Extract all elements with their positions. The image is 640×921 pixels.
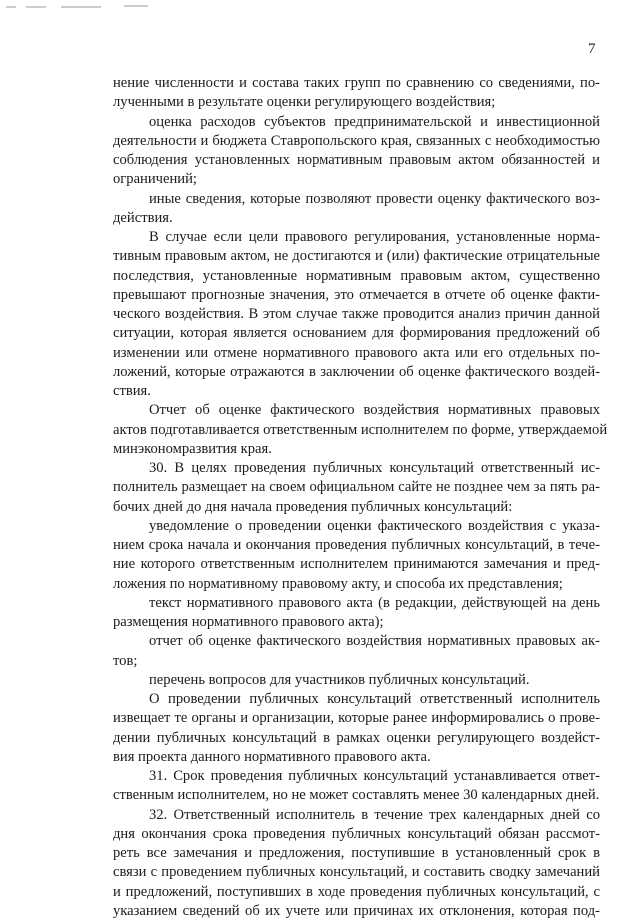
text-line: ческого воздействия. В этом случае также проводится анализ причин данной	[113, 306, 600, 322]
text-line: реть все замечания и предложения, поступившие в установленный срок в	[113, 845, 600, 861]
scan-artifact-marks	[6, 4, 156, 10]
text-line: текст нормативного правового акта (в редакции, действующей на день	[149, 594, 600, 611]
text-line: отчет об оценке фактического воздействия нормативных правовых ак-	[149, 633, 600, 650]
text-line: нение численности и состава таких групп по сравнению со сведениями, по-	[113, 75, 600, 91]
text-line: извещает те органы и организации, которые ранее информировались о прове-	[113, 710, 600, 727]
text-line: тов;	[113, 652, 138, 669]
text-line: изменении или отмене нормативного правового акта или его отдельных по-	[113, 344, 600, 361]
text-line: актов подготавливается ответственным исполнителем по форме, утверждаемой	[113, 421, 608, 438]
text-line: ложения по нормативному правовому акту, и способа их представления;	[113, 575, 563, 592]
text-line: Отчет об оценке фактического воздействия нормативных правовых	[149, 402, 600, 419]
text-line: размещения нормативного правового акта);	[113, 614, 384, 630]
text-line: лученными в результате оценки регулирующего воздействия;	[113, 94, 496, 111]
text-line: указанием сведений об их учете или причинах их отклонения, которая под-	[113, 902, 600, 919]
text-line: оценка расходов субъектов предпринимательской и инвестиционной	[149, 113, 600, 130]
text-line: вия проекта данного нормативного правового акта.	[113, 748, 431, 765]
text-line: дении публичных консультаций в рамках оценки регулирующего воздейст-	[113, 729, 600, 746]
text-line: деятельности и бюджета Ставропольского края, связанных с необходимостью	[113, 132, 600, 149]
text-line: О проведении публичных консультаций ответственный исполнитель	[149, 691, 600, 707]
text-line: и предложений, поступивших в ходе проведения публичных консультаций, с	[113, 883, 600, 900]
text-line: ситуации, которая является основанием для формирования предложений об	[113, 325, 600, 342]
text-line: ограничений;	[113, 171, 197, 188]
text-line: 32. Ответственный исполнитель в течение трех календарных дней со	[149, 806, 600, 823]
text-line: бочих дней до дня начала проведения публичных консультаций:	[113, 498, 513, 515]
text-line: минэкономразвития края.	[113, 440, 272, 457]
text-line: ложений, которые отражаются в заключении об оценке фактического воздей-	[113, 363, 600, 380]
text-line: дня окончания срока проведения публичных консультаций обязан рассмот-	[113, 825, 600, 842]
text-line: 30. В целях проведения публичных консультаций ответственный ис-	[149, 460, 600, 476]
text-line: полнитель размещает на своем официальном сайте не позднее чем за пять ра-	[113, 479, 600, 496]
text-line: действия.	[113, 209, 173, 226]
text-line: связи с проведением публичных консультаций, и составить сводку замечаний	[113, 864, 600, 881]
text-line: ние которого ответственным исполнителем принимаются замечания и пред-	[113, 556, 600, 573]
text-line: превышают прогнозные значения, это отмечается в отчете об оценке факти-	[113, 286, 600, 303]
text-line: 31. Срок проведения публичных консультаций устанавливается ответ-	[149, 768, 600, 784]
text-line: перечень вопросов для участников публичных консультаций.	[149, 671, 530, 688]
text-line: ственным исполнителем, но не может составлять менее 30 календарных дней.	[113, 787, 600, 804]
page-number: 7	[588, 41, 596, 57]
text-line: тивным правовым актом, не достигаются и (или) фактические отрицательные	[113, 248, 600, 265]
document-body	[113, 74, 608, 921]
text-line: В случае если цели правового регулирования, установленные норма-	[149, 229, 600, 245]
text-line: соблюдения установленных нормативным правовым актом обязанностей и	[113, 152, 600, 168]
text-line: последствия, установленные нормативным правовым актом, существенно	[113, 267, 600, 284]
text-line: иные сведения, которые позволяют провести оценку фактического воз-	[149, 190, 600, 207]
text-line: ствия.	[113, 383, 151, 399]
text-line: нием срока начала и окончания проведения публичных консультаций, в тече-	[113, 537, 600, 553]
text-line: уведомление о проведении оценки фактического воздействия с указа-	[149, 517, 600, 534]
